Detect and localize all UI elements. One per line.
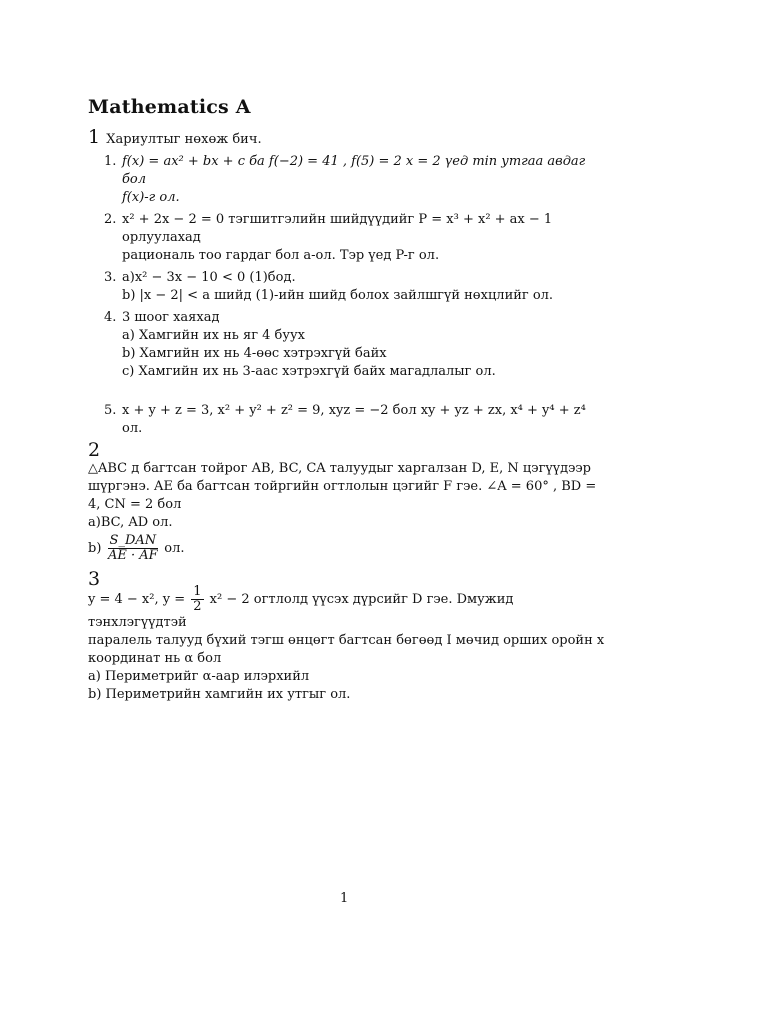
- problem-1-2: [104, 211, 604, 265]
- problem-text-line: f(x)-г ол.: [122, 190, 180, 205]
- problem-text-line: шүргэнэ. AE ба багтсан тойргийн огтлолын цэгийг F гэе. ∠A = 60° , BD =: [88, 479, 597, 494]
- problem-1-1: [104, 153, 604, 207]
- section-3-number: 3: [88, 568, 101, 590]
- problem-text-line: рациональ тоо гардаг бол a-ол. Тэр үед P-г ол.: [122, 248, 440, 263]
- page-number: 1: [340, 891, 349, 906]
- problem-text-line: c) Хамгийн их нь 3-аас хэтрэхгүй байх магадлалыг ол.: [122, 364, 496, 379]
- fraction-denominator: 2: [193, 599, 202, 614]
- problem-text-line: 4, CN = 2 бол: [88, 497, 182, 512]
- problem-text-line: a) Периметрийг α-аар илэрхийл: [88, 669, 310, 684]
- section-1-number: 1: [88, 126, 101, 148]
- problem-text-line: a)x² − 3x − 10 < 0 (1)бод.: [122, 270, 296, 285]
- section-2-number: 2: [88, 439, 101, 461]
- problem-index: 1.: [104, 154, 117, 169]
- problem-1-4: [104, 309, 604, 381]
- problem-text-line: x² + 2x − 2 = 0 тэгшитгэлийн шийдүүдийг P = x³ + x² + ax − 1 орлуулахад: [122, 212, 553, 245]
- section-1-heading: [88, 128, 608, 149]
- section-2-body: [88, 460, 608, 563]
- fraction-numerator: 1: [193, 584, 202, 599]
- problem-index: 2.: [104, 212, 117, 227]
- problem-text-line: [88, 534, 608, 563]
- equation-part: y = 4 − x², y =: [88, 592, 186, 607]
- problem-index: 4.: [104, 310, 117, 325]
- part-label: b): [88, 541, 102, 556]
- equation-part: x² − 2 огтлолд үүсэх дүрсийг D гэе. Dмужид тэнхлэгүүдтэй: [88, 592, 514, 630]
- problem-text-line: a) Хамгийн их нь яг 4 буух: [122, 328, 306, 343]
- section-3-body: [88, 585, 608, 704]
- fraction-denominator: AE · AF: [108, 548, 158, 563]
- problem-text-line: b) Хамгийн их нь 4-өөс хэтрэхгүй байх: [122, 346, 387, 361]
- ratio-fraction: [108, 534, 159, 563]
- problem-text-line: b) Периметрийн хамгийн их утгыг ол.: [88, 687, 351, 702]
- section-1-instruction: Хариултыг нөхөж бич.: [106, 132, 262, 147]
- problem-1-5: [104, 402, 604, 438]
- problem-text-line: b) |x − 2| < a шийд (1)-ийн шийд болох зайлшгүй нөхцлийг ол.: [122, 288, 554, 303]
- problem-index: 3.: [104, 270, 117, 285]
- problem-text-line: 3 шоог хаяхад: [122, 310, 220, 325]
- part-suffix: ол.: [164, 541, 185, 556]
- half-fraction: [191, 585, 203, 614]
- problem-text-line: паралель талууд бүхий тэгш өнцөгт багтсан бөгөөд I мөчид орших оройн x: [88, 633, 605, 648]
- document-title: Mathematics A: [88, 96, 251, 118]
- problem-text-line: a)BC, AD ол.: [88, 515, 173, 530]
- problem-text-line: [88, 585, 608, 632]
- problem-1-3: [104, 269, 604, 305]
- problem-index: 5.: [104, 403, 117, 418]
- fraction-numerator: S_DAN: [109, 533, 157, 548]
- problem-text-line: △ABC д багтсан тойрог AB, BC, CA талуудыг харгалзан D, E, N цэгүүдээр: [88, 461, 591, 476]
- problem-text-line: координат нь α бол: [88, 651, 222, 666]
- problem-text-line: x + y + z = 3, x² + y² + z² = 9, xyz = −2 бол xy + yz + zx, x⁴ + y⁴ + z⁴ ол.: [122, 403, 586, 436]
- problem-text-line: f(x) = ax² + bx + c ба f(−2) = 41 , f(5) = 2 x = 2 үед min утгаа авдаг бол: [122, 154, 586, 187]
